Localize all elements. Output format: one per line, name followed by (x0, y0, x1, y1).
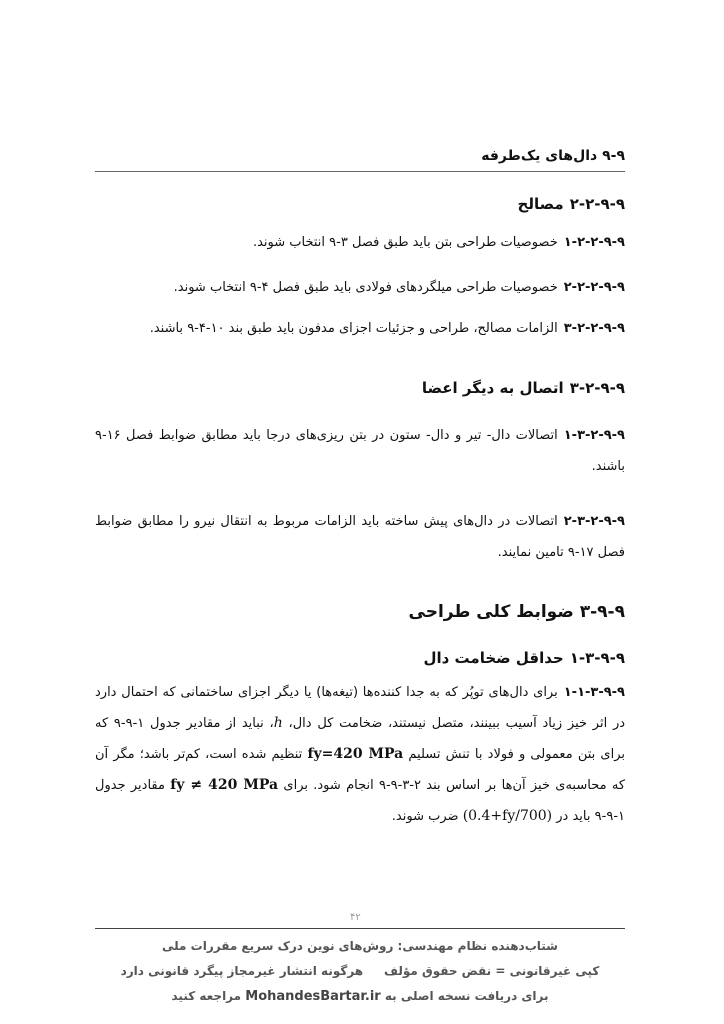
page-body (95, 146, 625, 832)
footer-line-3: برای دریافت نسخه اصلی به MohandesBartar.ir مراجعه کنید (171, 989, 549, 1004)
footer-line-2: کپی غیرقانونی = نقض حقوق مؤلف هرگونه انتشار غیرمجاز پیگرد قانونی دارد (120, 964, 600, 978)
paragraph: ۱-۱-۳-۹-۹برای دال‌های توپُر که به جدا کننده‌ها (تیغه‌ها) یا دیگر اجزای ساختمانی که احتمال دارد در اثر خیز زیاد آسیب ببینند، متصل نیستند، ضخامت کل دال، h، نباید از مقادیر جدول ۱-۹-۹ که برای بتن معمولی و فولاد با تنش تسلیم fy=420 MPa تنظیم شده است، کم‌تر باشد؛ مگر آن که محاسبه‌ی خیز آن‌ها بر اساس بند ۲-۳-۹-۹ انجام شود. برای fy ≠ 420 MPa مقادیر جدول ۱-۹-۹ باید در (0.4+fy/700) ضرب شوند. (95, 685, 626, 824)
page-number: ۴۲ (350, 912, 361, 923)
website-link[interactable]: MohandesBartar.ir (245, 989, 381, 1004)
footer-line-1: شتاب‌دهنده نظام مهندسی: روش‌های نوین درک سریع مقررات ملی (162, 939, 558, 953)
running-header: ۹-۹ دال‌های یک‌طرفه (481, 148, 625, 164)
section-heading-design-rules: ۳-۹-۹ضوابط کلی طراحی (408, 602, 625, 622)
section-heading-materials: ۲-۲-۹-۹مصالح (517, 195, 625, 213)
paragraph: ۱-۲-۲-۹-۹خصوصیات طراحی بتن باید طبق فصل ۳-۹ انتخاب شوند. (252, 235, 625, 250)
paragraph: ۲-۲-۲-۹-۹خصوصیات طراحی میلگردهای فولادی باید طبق فصل ۴-۹ انتخاب شوند. (173, 280, 625, 295)
footer-divider (95, 928, 625, 929)
section-heading-min-thickness: ۱-۳-۹-۹حداقل ضخامت دال (423, 649, 625, 667)
section-heading-connections: ۳-۲-۹-۹اتصال به دیگر اعضا (421, 379, 625, 397)
paragraph: ۲-۳-۲-۹-۹اتصالات در دال‌های پیش ساخته باید الزامات مربوط به انتقال نیرو را مطابق ضوابط فصل ۱۷-۹ تامین نمایند. (95, 514, 625, 560)
paragraph: ۳-۲-۲-۹-۹الزامات مصالح، طراحی و جزئیات اجزای مدفون باید طبق بند ۱۰-۴-۹ باشند. (149, 321, 625, 336)
header-divider (95, 171, 625, 172)
paragraph: ۱-۳-۲-۹-۹اتصالات دال- تیر و دال- ستون در بتن ریزی‌های درجا باید مطابق ضوابط فصل ۱۶-۹ باشند. (95, 428, 625, 474)
